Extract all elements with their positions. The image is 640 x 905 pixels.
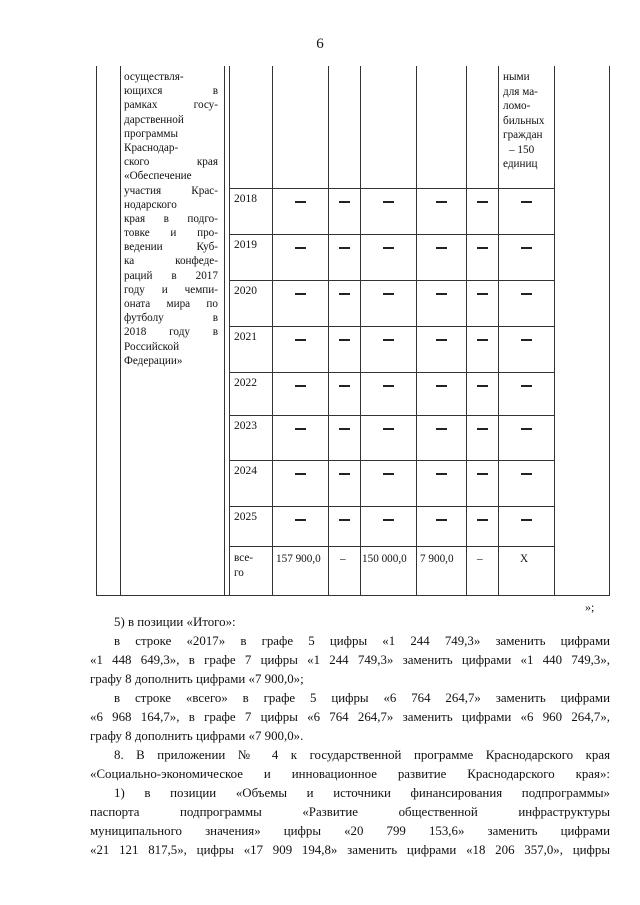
paragraph-line: 1) в позиции «Объемы и источники финансирования подпрограммы» [114,786,610,800]
empty-cell-dash [339,293,350,295]
page-number: 6 [316,36,324,52]
empty-cell-dash [477,519,488,521]
empty-cell-dash [521,385,532,387]
empty-cell-dash [521,201,532,203]
table-col-divider [328,66,329,596]
empty-cell-dash [295,339,306,341]
empty-cell-dash [436,385,447,387]
description-line: участия Крас- [124,184,218,197]
total-col10: X [520,553,529,565]
note-line: бильных [503,114,545,127]
row-divider [229,460,554,461]
empty-cell-dash [521,473,532,475]
row-divider [229,188,554,189]
empty-cell-dash [339,519,350,521]
table-col-divider [229,66,230,596]
description-line: дарственной [124,113,184,126]
table-border-left [96,66,97,596]
empty-cell-dash [436,247,447,249]
description-line: ского края [124,156,218,169]
description-line: оната мира по [124,298,218,310]
row-divider [229,415,554,416]
note-line: для ма- [503,85,538,98]
empty-cell-dash [295,385,306,387]
total-label-cont: го [234,567,244,579]
table-col-divider [272,66,273,596]
empty-cell-dash [521,428,532,430]
total-col6: – [340,553,346,565]
empty-cell-dash [383,339,394,341]
empty-cell-dash [521,293,532,295]
description-line: футболу в [124,312,218,325]
empty-cell-dash [295,201,306,203]
paragraph-line: паспорта подпрограммы «Развитие общественной инфраструктуры [90,805,610,819]
table-col-divider [360,66,361,596]
row-divider [229,326,554,327]
description-line: ющихся в [124,85,218,98]
description-line: «Обеспечение [124,170,192,183]
description-line: товке и про- [124,227,218,240]
row-divider [229,506,554,507]
empty-cell-dash [339,339,350,341]
description-line: Краснодар- [124,141,179,154]
description-line: нодарского [124,198,177,211]
table-col-divider [416,66,417,596]
empty-cell-dash [339,201,350,203]
table-col-divider [498,66,499,596]
empty-cell-dash [339,473,350,475]
paragraph-line: «Социально-экономическое и инновационное развитие Краснодарского края»: [90,767,610,781]
empty-cell-dash [339,385,350,387]
empty-cell-dash [436,519,447,521]
description-line: осуществля- [124,71,184,83]
description-line: Российской [124,340,180,353]
note-line: ломо- [503,100,531,112]
paragraph-line: графу 8 дополнить цифрами «7 900,0». [90,729,304,743]
description-line: ведении Куб- [124,241,218,254]
table-border-right [609,66,610,596]
empty-cell-dash [436,339,447,341]
year-2025: 2025 [234,511,257,523]
table-col-divider [120,66,121,596]
empty-cell-dash [383,428,394,430]
total-col5: 157 900,0 [276,553,321,565]
row-divider [229,280,554,281]
paragraph-line: «21 121 817,5», цифры «17 909 194,8» заменить цифрами «18 206 357,0», цифры [90,843,610,857]
year-2018: 2018 [234,193,257,205]
empty-cell-dash [477,428,488,430]
description-line: раций в 2017 [124,269,218,282]
note-line: граждан [503,129,543,141]
paragraph-line: «6 968 164,7», в графе 7 цифры «6 764 264,7» заменить цифрами «6 960 264,7», [90,710,610,724]
table-border-bottom [96,595,610,596]
paragraph-line: в строке «всего» в графе 5 цифры «6 764 264,7» заменить цифрами [114,691,610,705]
empty-cell-dash [383,201,394,203]
empty-cell-dash [521,519,532,521]
empty-cell-dash [477,247,488,249]
empty-cell-dash [477,473,488,475]
year-2020: 2020 [234,285,257,297]
description-line: Федерации» [124,354,183,367]
program-table [96,66,610,596]
empty-cell-dash [295,473,306,475]
indicator-note [503,70,553,172]
empty-cell-dash [436,201,447,203]
empty-cell-dash [436,473,447,475]
total-col8: 7 900,0 [420,553,454,565]
year-2021: 2021 [234,331,257,343]
paragraph-5: 5) в позиции «Итого»: [114,615,236,629]
empty-cell-dash [383,247,394,249]
paragraph-8: 8. В приложении № 4 к государственной программе Краснодарского края [114,748,610,762]
note-line: ными [503,71,530,83]
note-line: – 150 [509,143,535,156]
empty-cell-dash [477,293,488,295]
empty-cell-dash [477,339,488,341]
description-line: году и чемпи- [124,283,218,296]
table-col-divider [466,66,467,596]
closing-quote: »; [585,600,595,614]
description-line: 2018 году в [124,326,218,339]
empty-cell-dash [383,293,394,295]
empty-cell-dash [521,339,532,341]
empty-cell-dash [436,293,447,295]
empty-cell-dash [477,385,488,387]
empty-cell-dash [295,247,306,249]
row-divider [229,546,554,547]
empty-cell-dash [477,201,488,203]
empty-cell-dash [295,519,306,521]
year-2022: 2022 [234,377,257,389]
description-line: рамках госу- [124,99,218,112]
empty-cell-dash [295,428,306,430]
description-line: программы [124,127,178,140]
paragraph-line: «1 448 649,3», в графе 7 цифры «1 244 749,3» заменить цифрами «1 440 749,3», [90,653,610,667]
empty-cell-dash [383,519,394,521]
measure-description [124,70,218,368]
year-2024: 2024 [234,465,257,477]
row-divider [229,372,554,373]
table-col-divider [554,66,555,596]
empty-cell-dash [383,473,394,475]
total-col7: 150 000,0 [362,553,407,565]
empty-cell-dash [295,293,306,295]
row-divider [229,234,554,235]
empty-cell-dash [339,247,350,249]
year-2019: 2019 [234,239,257,251]
description-line: края в подго- [124,212,218,225]
table-col-divider [224,66,225,596]
empty-cell-dash [521,247,532,249]
paragraph-line: муниципального значения» цифры «20 799 153,6» заменить цифрами [90,824,610,838]
amendment-text [90,613,610,860]
empty-cell-dash [339,428,350,430]
empty-cell-dash [436,428,447,430]
empty-cell-dash [383,385,394,387]
total-col9: – [477,553,483,565]
year-2023: 2023 [234,420,257,432]
note-line: единиц [503,158,538,170]
paragraph-line: графу 8 дополнить цифрами «7 900,0»; [90,672,304,686]
paragraph-line: в строке «2017» в графе 5 цифры «1 244 749,3» заменить цифрами [114,634,610,648]
total-label: все- [234,552,254,564]
description-line: ка конфеде- [124,255,218,268]
